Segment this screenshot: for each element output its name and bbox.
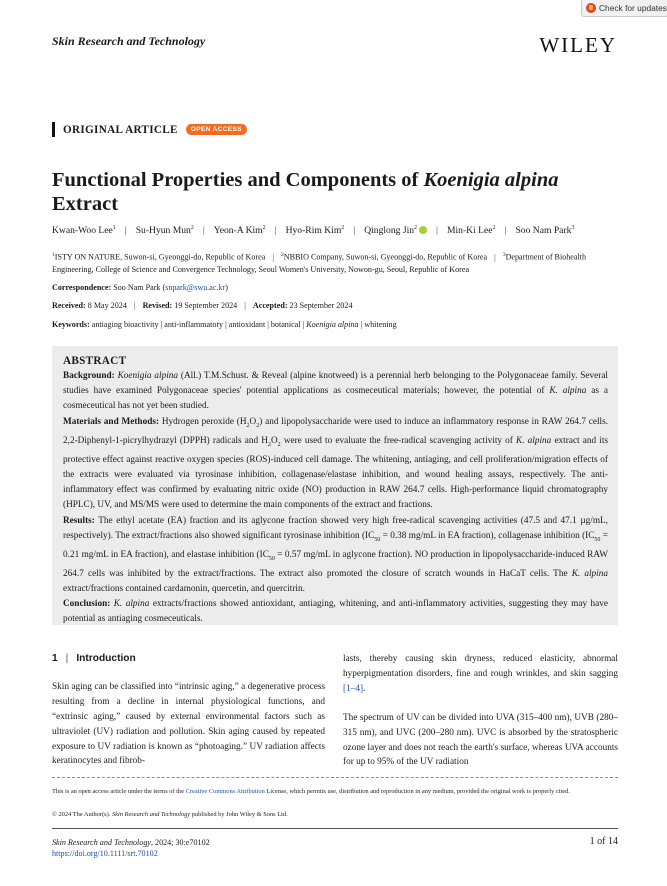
- license-note: This is an open access article under the terms of the Creative Commons Attribution License, which permits use, distribution and reproduction in any medium, provided the original work is properly cited.: [52, 788, 570, 795]
- abstract-box: [52, 346, 618, 625]
- publisher-logo: WILEY: [539, 33, 617, 57]
- abstract-heading: ABSTRACT: [63, 355, 127, 367]
- author-separator: |: [353, 225, 356, 237]
- page-number: 1 of 14: [589, 836, 618, 847]
- open-access-badge: OPEN ACCESS: [186, 124, 247, 135]
- article-title: [52, 168, 622, 216]
- footer-divider: [52, 777, 618, 778]
- orcid-icon[interactable]: [419, 226, 427, 234]
- intro-paragraph: lasts, thereby causing skin dryness, reduced elasticity, abnormal hyperpigmentation disorders, fine and rough wrinkles, and skin sagging [1–4].: [343, 654, 618, 694]
- keywords: Keywords: antiaging bioactivity | anti-inflammatory | antioxidant | botanical | Koenigia alpina | whitening: [52, 320, 397, 329]
- abstract-results: Results: The ethyl acetate (EA) fraction and its aglycone fraction showed very high free-radical scavenging activities (47.5 and 47.1 µg/mL, respectively). The extract/fractions also showed significant tyrosinase inhibition ($IC_{50} = 0.38$ mg/mL in EA fraction), collagenase inhibition ($IC_{50} = 0.21$ mg/mL in EA fraction), and elastase inhibition ($IC_{50} = 0.57$ mg/mL in aglycone fraction). NO production in lipopolysaccharide-induced RAW 264.7 cells was inhibited by the extract/fractions. The extract also promoted the closure of scratch wounds in HaCaT cells. The K. alpina extract/fractions contained cardamonin, quercetin, and quercitrin.: [63, 515, 608, 595]
- author-separator: |: [202, 225, 205, 237]
- author-separator: |: [124, 225, 127, 237]
- section-heading: 1 | Introduction: [52, 653, 136, 664]
- author[interactable]: Hyo-Rim Kim$^2$: [285, 225, 345, 237]
- author[interactable]: Min-Ki Lee$^2$: [446, 225, 496, 237]
- abstract-conclusion: Conclusion: K. alpina extracts/fractions showed antioxidant, antiaging, whitening, and anti-inflammatory activities, suggesting they may have potential as antiaging cosmeceuticals.: [63, 599, 609, 625]
- check-updates-icon: [586, 3, 596, 13]
- article-type-label: ORIGINAL ARTICLE: [63, 123, 178, 136]
- author-list: [52, 225, 622, 236]
- author[interactable]: Su-Hyun Mun$^2$: [135, 225, 194, 237]
- author[interactable]: Kwan-Woo Lee$^1$: [52, 225, 116, 237]
- citation-info: Skin Research and Technology, 2024; 30:e70102 https://doi.org/10.1111/srt.70102: [52, 838, 210, 858]
- affiliations: $^1$ISTY ON NATURE, Suwon-si, Gyeonggi-do, Republic of Korea | $^2$NBBIO Company, Suwon-si, Gyeonggi-do, Republic of Korea | $^3$Department of Biohealth Engineering, College of Science and Convergence Technology, Seoul Women's University, Nowon-gu, Seoul, Republic of Korea: [52, 252, 587, 275]
- author-separator: |: [274, 225, 277, 237]
- intro-column-left: [52, 652, 325, 769]
- copyright-note: © 2024 The Author(s). Skin Research and Technology published by John Wiley & Sons Ltd.: [52, 811, 288, 818]
- article-type-bar: [52, 122, 55, 137]
- check-updates-label: Check for updates: [599, 3, 667, 13]
- title-suffix: Extract: [52, 193, 119, 215]
- article-dates: Received: 8 May 2024 | Revised: 19 September 2024 | Accepted: 23 September 2024: [52, 301, 353, 310]
- intro-paragraph: Skin aging can be classified into “intrinsic aging,” a degenerative process resulting from a decline in internal physiological functions, and “extrinsic aging,” caused by external environmental factors such as ultraviolet (UV) radiation and pollution. Skin aging caused by repeated exposure to UV radiation is known as “photoaging.” UV radiation affects keratinocytes and fibrob-: [52, 681, 325, 767]
- author[interactable]: Yeon-A Kim$^2$: [213, 225, 266, 237]
- intro-column-right: [343, 652, 618, 770]
- title-species: Koenigia alpina: [423, 169, 559, 191]
- doi-link[interactable]: https://doi.org/10.1111/srt.70102: [52, 849, 158, 858]
- title-prefix: Functional Properties and Components of: [52, 169, 424, 191]
- citation-link[interactable]: [1–4]: [343, 683, 364, 694]
- author[interactable]: Soo Nam Park$^3$: [515, 225, 575, 237]
- correspondence: Correspondence: Soo Nam Park (snpark@swu.ac.kr): [52, 283, 228, 292]
- abstract-methods: Materials and Methods: Hydrogen peroxide $(H_2O_2)$ and lipopolysaccharide were used to induce an inflammatory response in RAW 264.7 cells. 2,2-Diphenyl-1-picrylhydrazyl (DPPH) radicals and $H_2O_2$ were used to evaluate the free-radical scavenging activity of K. alpina extract and its protective effect against reactive oxygen species (ROS)-induced cell damage. The whitening, antiaging, and cell proliferation/migration effects of the extracts were evaluated via tyrosinase inhibition, collagenase/elastase inhibition, and wound healing assays, respectively. The anti-inflammatory effect was confirmed by evaluating nitric oxide (NO) production in RAW 264.7 cells. High-performance liquid chromatography (HPLC), UV, and MS/MS were used to determine the main components of the extract and fractions.: [63, 416, 609, 511]
- check-for-updates-button[interactable]: [581, 0, 667, 17]
- abstract-background: Background: Koenigia alpina (All.) T.M.Schust. & Reveal (alpine knotweed) is a perennial herb belonging to the Polygonaceae family. Several studies have examined Polygonaceae species' potential applications as cosmeceutical materials; however, the potential of K. alpina as a cosmeceutical has not yet been studied.: [63, 371, 608, 412]
- footer-rule: [52, 828, 618, 829]
- license-link[interactable]: Creative Commons Attribution: [185, 788, 265, 795]
- author-separator: |: [436, 225, 438, 237]
- article-type: [52, 122, 247, 137]
- journal-name: Skin Research and Technology: [52, 34, 206, 48]
- intro-paragraph: The spectrum of UV can be divided into UVA (315–400 nm), UVB (280–315 nm), and UVC (200–280 nm). UVC is absorbed by the stratospheric ozone layer and does not reach the earth's surface, whereas UVA accounts for up to 95% of the UV radiation: [343, 712, 618, 768]
- author[interactable]: Qinglong Jin$^2$: [364, 225, 427, 236]
- author-separator: |: [504, 225, 507, 237]
- email-link[interactable]: snpark@swu.ac.kr: [165, 283, 226, 292]
